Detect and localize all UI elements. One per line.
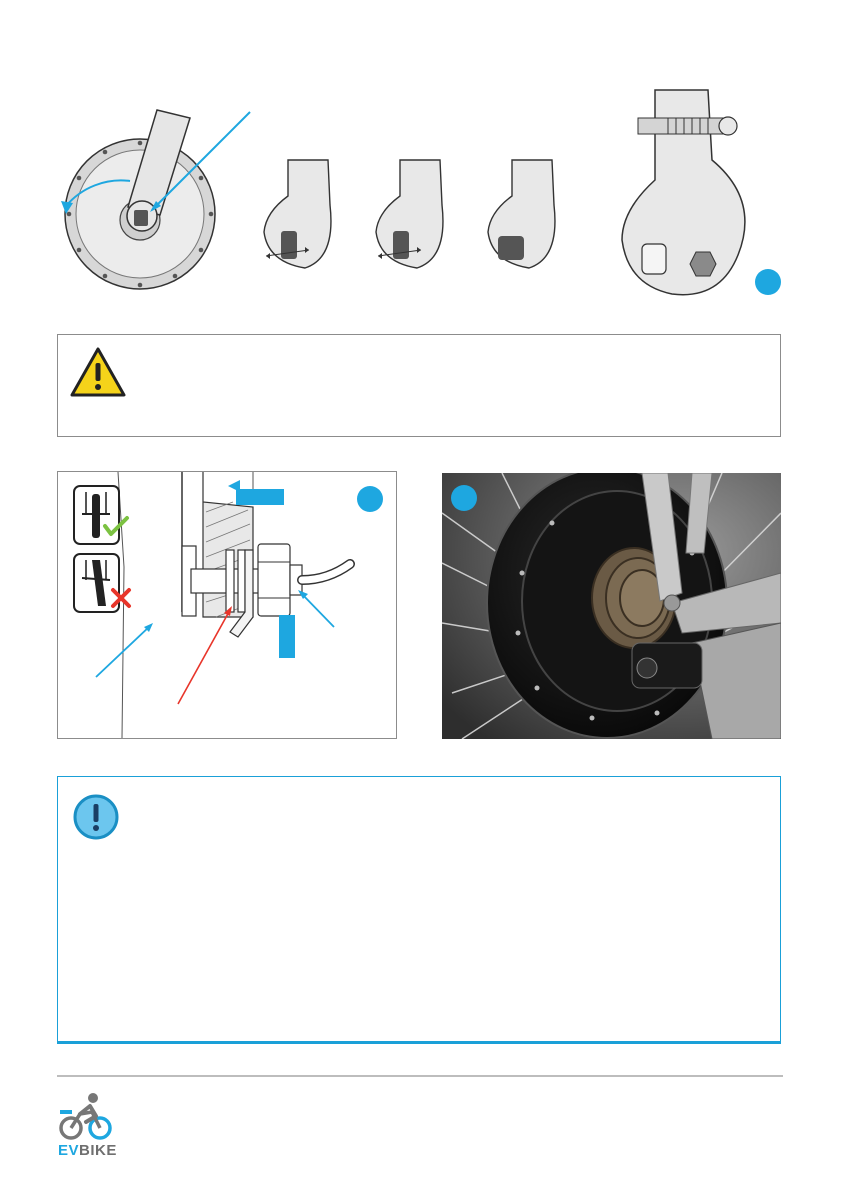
wrong-alignment-icon: [74, 554, 129, 612]
correct-alignment-icon: [74, 486, 127, 544]
info-box: [57, 776, 781, 1044]
rear-hub-motor-photo: [442, 473, 781, 739]
brand-bike: BIKE: [79, 1142, 117, 1159]
torque-arm-figure: [622, 90, 781, 295]
brand-ev: EV: [58, 1142, 80, 1159]
axle-diagram: [58, 472, 396, 738]
dropout-figure-2: [376, 160, 443, 268]
top-illustrations: [0, 0, 841, 320]
hub-motor-wrench-figure: [61, 110, 250, 289]
exclamation-circle-icon: [72, 793, 120, 841]
warning-box: [57, 334, 781, 437]
brand-logo-text: [58, 1142, 117, 1159]
axle-diagram-box: [57, 471, 397, 739]
footer-divider: [57, 1075, 783, 1077]
warning-triangle-icon: [70, 346, 126, 398]
dropout-figure-1: [264, 160, 331, 268]
cyclist-logo-icon: [56, 1092, 114, 1140]
dropout-figure-3: [488, 160, 555, 268]
